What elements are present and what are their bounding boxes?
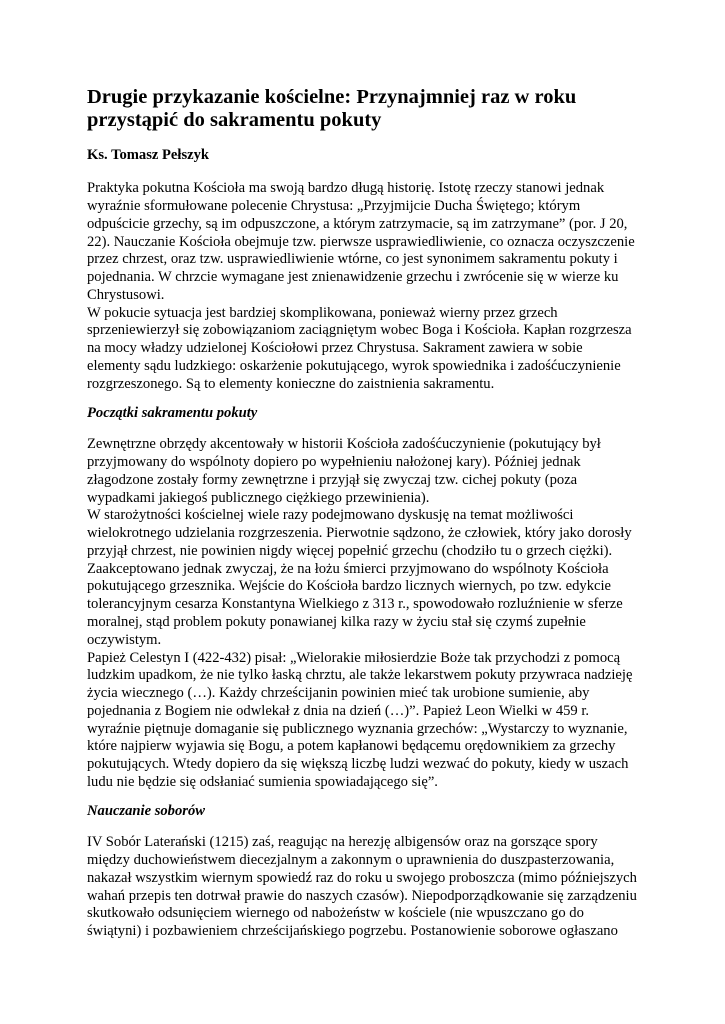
text-line: tolerancyjnym cesarza Konstantyna Wielkiego z 313 r., spowodowało rozluźnienie w sferze xyxy=(87,596,623,612)
text-line: ludu nie będzie się odsłaniać sumienia spowiadającego się”. xyxy=(87,774,438,790)
text-line: W pokucie sytuacja jest bardziej skomplikowana, ponieważ wierny przez grzech xyxy=(87,305,558,321)
text-line: które najpierw wyjawia się Bogu, a potem kapłanowi będącemu orędownikiem za grzechy xyxy=(87,738,616,754)
text-line: Zewnętrzne obrzędy akcentowały w historii Kościoła zadośćuczynienie (pokutujący był xyxy=(87,436,601,452)
text-line: Papież Celestyn I (422-432) pisał: „Wielorakie miłosierdzie Boże tak przychodzi z pomocą xyxy=(87,650,621,666)
text-line: pojednania z Bogiem nie odwlekał z dnia na dzień (…)”. Papież Leon Wielki w 459 r. xyxy=(87,703,590,719)
text-line: 22). Nauczanie Kościoła obejmuje tzw. pierwsze usprawiedliwienie, co oznacza oczyszczenie xyxy=(87,234,635,250)
text-line: odpuścicie grzechy, są im odpuszczone, a którym zatrzymacie, są im zatrzymane” (por. J 20, xyxy=(87,216,628,232)
document-title: Drugie przykazanie kościelne: Przynajmniej raz w roku przystąpić do sakramentu pokuty xyxy=(87,86,577,131)
text-line: na mocy władzy udzielonej Kościołowi przez Chrystusa. Sakrament zawiera w sobie xyxy=(87,340,583,356)
text-line: moralnej, stąd problem pokuty ponawianej kilka razy w życiu stał się czymś zupełnie xyxy=(87,614,586,630)
section-heading: Nauczanie soborów xyxy=(87,803,205,819)
text-line: wypadkami jakiegoś publicznego ciężkiego przewinienia). xyxy=(87,490,430,506)
text-line: ludzkim upadkom, że nie tylko łaską chrztu, ale także lekarstwem pokuty przywraca nadzieję xyxy=(87,667,633,683)
text-line: wyraźnie sformułowane polecenie Chrystusa: „Przyjmijcie Ducha Świętego; którym xyxy=(87,198,581,214)
text-line: wielokrotnego udzielania rozgrzeszenia. Pierwotnie sądzono, że człowiek, który jako dorosły xyxy=(87,525,632,541)
text-line: życia wiecznego (…). Każdy chrześcijanin powinien mieć tak urobione sumienie, aby xyxy=(87,685,590,701)
text-line: rozgrzeszonego. Są to elementy konieczne do zaistnienia sakramentu. xyxy=(87,376,495,392)
text-line: Chrystusowi. xyxy=(87,287,165,303)
text-line: wyraźnie piętnuje domaganie się publicznego wyznania grzechów: „Wystarczy to wyznanie, xyxy=(87,721,628,737)
text-line: pokutującego grzesznika. Wejście do Kościoła bardzo licznych wiernych, po tzw. edykcie xyxy=(87,578,612,594)
text-line: świątyni) i pozbawieniem chrześcijańskiego pogrzebu. Postanowienie soborowe ogłaszano xyxy=(87,923,618,939)
text-line: między duchowieństwem diecezjalnym a zakonnym o uprawnienia do duszpasterzowania, xyxy=(87,852,615,868)
text-line: przyjął chrzest, nie powinien nigdy więcej popełnić grzechu (chodziło tu o grzech ciężki). xyxy=(87,543,613,559)
text-line: W starożytności kościelnej wiele razy podejmowano dyskusję na temat możliwości xyxy=(87,507,574,523)
text-line: przez chrzest, oraz tzw. usprawiedliwienie wtórne, co jest synonimem sakramentu pokuty i xyxy=(87,251,618,267)
text-line: skutkowało odsunięciem wiernego od nabożeństw w kościele (nie wpuszczano go do xyxy=(87,905,584,921)
text-line: oczywistym. xyxy=(87,632,162,648)
text-line: IV Sobór Laterański (1215) zaś, reagując na herezję albigensów oraz na gorszące spory xyxy=(87,834,598,850)
section-heading: Początki sakramentu pokuty xyxy=(87,405,258,421)
text-line: elementy sądu ludzkiego: oskarżenie pokutującego, wyrok spowiednika i zadośćuczynienie xyxy=(87,358,621,374)
text-line: złagodzone zostały formy zewnętrzne i przyjął się zwyczaj tzw. cichej pokuty (poza xyxy=(87,472,578,488)
text-line: pokutujących. Wtedy dopiero da się większą liczbę ludzi wezwać do pokuty, kiedy w uszach xyxy=(87,756,629,772)
text-line: przyjmowany do wspólnoty dopiero po wypełnieniu nałożonej kary). Później jednak xyxy=(87,454,581,470)
text-line: pojednania. W chrzcie wymagane jest znienawidzenie grzechu i zwrócenie się w wierze ku xyxy=(87,269,619,285)
text-line: sprzeniewierzył się zobowiązaniom zaciągniętym wobec Boga i Kościoła. Kapłan rozgrzesza xyxy=(87,322,632,338)
author-name: Ks. Tomasz Pełszyk xyxy=(87,147,210,163)
text-line: Praktyka pokutna Kościoła ma swoją bardzo długą historię. Istotę rzeczy stanowi jednak xyxy=(87,180,605,196)
text-line: wahań przepis ten dotrwał prawie do naszych czasów). Niepodporządkowanie się zarządzeniu xyxy=(87,888,637,904)
text-line: nakazał wszystkim wiernym spowiedź raz do roku u swojego proboszcza (mimo późniejszych xyxy=(87,870,637,886)
text-line: Zaakceptowano jednak zwyczaj, że na łożu śmierci przyjmowano do wspólnoty Kościoła xyxy=(87,561,609,577)
